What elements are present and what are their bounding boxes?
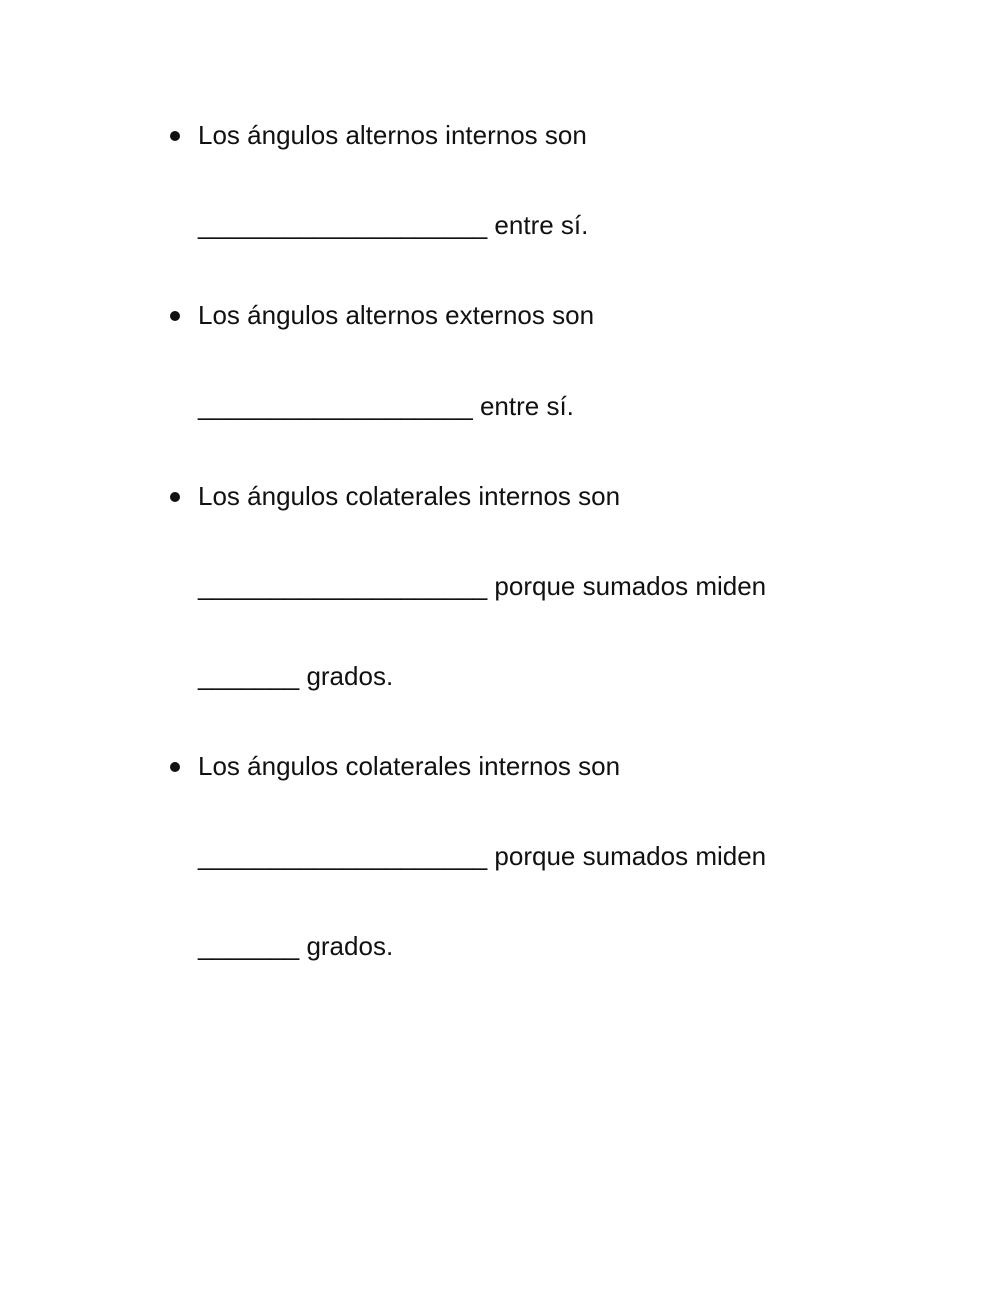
item-3-statement: Los ángulos colaterales internos son bbox=[198, 481, 621, 511]
item-2-statement: Los ángulos alternos externos son bbox=[198, 300, 595, 330]
item-2-blank-line: ___________________ entre sí. bbox=[198, 391, 574, 421]
bullet-icon bbox=[170, 311, 180, 321]
item-1-blank-line: ____________________ entre sí. bbox=[198, 210, 589, 240]
bullet-icon bbox=[170, 131, 180, 141]
item-3-blank-line: ____________________ porque sumados miden bbox=[198, 571, 767, 601]
bullet-icon bbox=[170, 762, 180, 772]
item-4-statement: Los ángulos colaterales internos son bbox=[198, 751, 621, 781]
item-3-degrees-line: _______ grados. bbox=[198, 661, 394, 691]
item-1-statement: Los ángulos alternos internos son bbox=[198, 120, 587, 150]
item-4-degrees-line: _______ grados. bbox=[198, 931, 394, 961]
item-4-blank-line: ____________________ porque sumados miden bbox=[198, 841, 767, 871]
bullet-icon bbox=[170, 492, 180, 502]
